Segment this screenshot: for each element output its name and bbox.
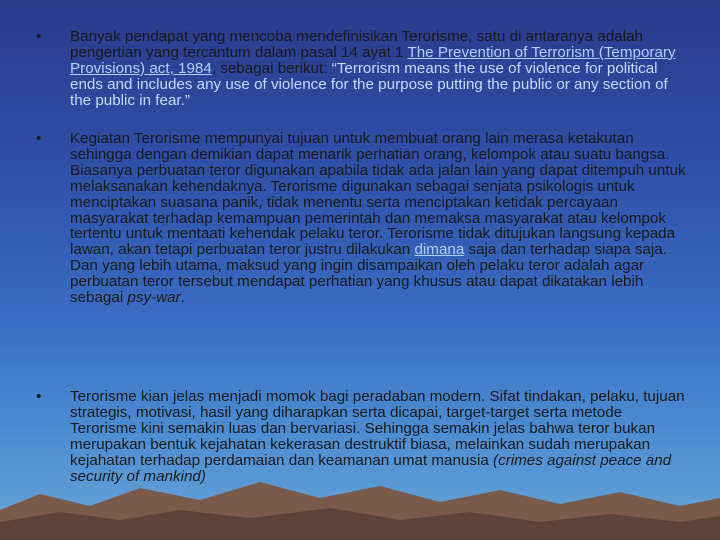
- dimana-link[interactable]: dimana: [414, 241, 465, 259]
- bullet-item: [36, 29, 686, 109]
- bullet-item: [36, 389, 686, 484]
- bullet-text-part: .: [180, 289, 185, 307]
- bullet-text: [70, 389, 686, 484]
- bullet-text-part: Banyak pendapat yang mencoba mendefinisikan Terorisme, satu di antaranya adalah pengertian yang tercantum dalam pasal 14 ayat 1: [70, 28, 643, 61]
- psy-war-term: psy-war: [127, 289, 181, 307]
- bullet-marker: •: [36, 388, 42, 405]
- bullet-item: [36, 131, 686, 306]
- bullet-text-part: , sebagai berikut:: [211, 59, 332, 77]
- bullet-text-part: saja dan terhadap siapa saja. Dan yang lebih utama, maksud yang ingin disampaikan oleh pelaku teror adalah agar perbuatan teror tersebut mendapat perhatian yang khusus atau dapat dikatakan lebih sebagai: [70, 241, 667, 307]
- act-link[interactable]: The Prevention of Terrorism (Temporary Provisions) act, 1984: [70, 43, 676, 77]
- crimes-phrase: (crimes against peace and security of mankind): [70, 451, 672, 485]
- bullet-marker: •: [36, 130, 42, 147]
- bullet-text-part: Terorisme kian jelas menjadi momok bagi peradaban modern. Sifat tindakan, pelaku, tujuan strategis, motivasi, hasil yang diharapkan serta dicapai, target-target serta metode Terorisme kini semakin luas dan bervariasi. Sehingga semakin jelas bahwa teror bukan merupakan bentuk kejahatan kekerasan destruktif biasa, melainkan sudah merupakan kejahatan terhadap perdamaian dan keamanan umat manusia: [70, 388, 685, 469]
- definition-quote: “Terrorism means the use of violence for political ends and includes any use of violence for the purpose putting the public or any section of the public in fear.”: [70, 59, 668, 109]
- bullet-text-part: Kegiatan Terorisme mempunyai tujuan untuk membuat orang lain merasa ketakutan sehingga dengan demikian dapat menarik perhatian orang, kelompok atau suatu bangsa. Biasanya perbuatan teror digunakan apabila tidak ada jalan lain yang dapat ditempuh untuk melaksanakan kehendaknya. Terorisme digunakan sebagai senjata psikologis untuk menciptakan suasana panik, tidak menentu serta menciptakan ketidak percayaan masyarakat terhadap kemampuan pemerintah dan memaksa masyarakat atau kelompok tertentu untuk mentaati kehendak pelaku teror. Terorisme tidak ditujukan langsung kepada lawan, akan tetapi perbuatan teror justru dilakukan: [70, 130, 686, 259]
- bullet-text: [70, 131, 686, 306]
- bullet-text: [70, 29, 686, 109]
- bullet-marker: •: [36, 28, 42, 45]
